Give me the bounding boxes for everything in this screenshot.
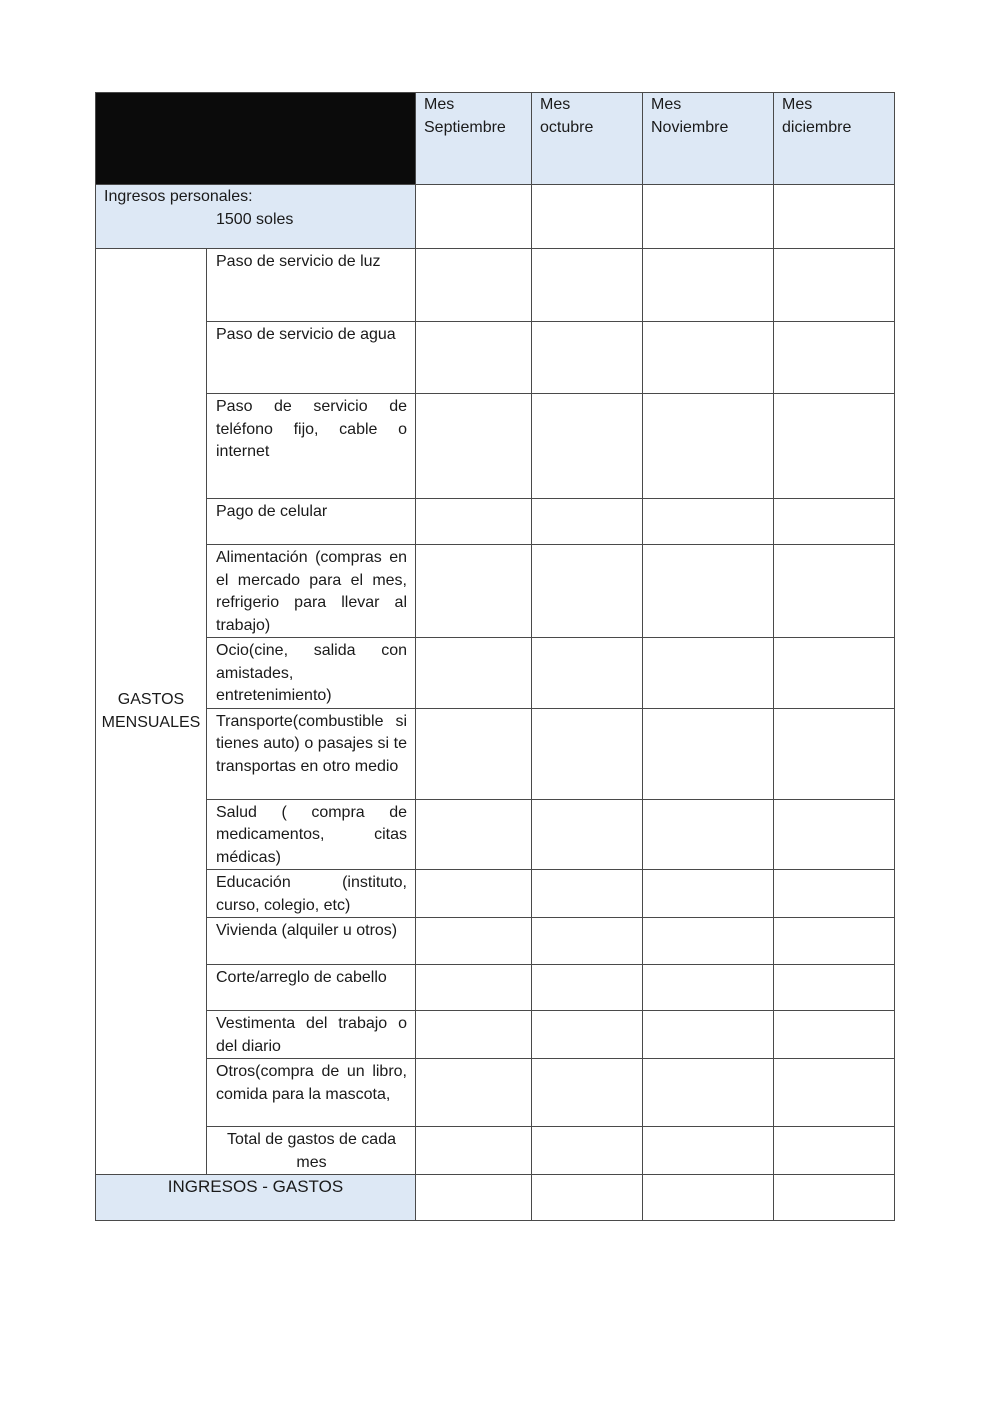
- input-cell[interactable]: [532, 1127, 643, 1175]
- month-name: octubre: [540, 118, 594, 136]
- input-cell[interactable]: [643, 1175, 774, 1221]
- input-cell[interactable]: [774, 545, 895, 638]
- expense-category-label: GASTOS MENSUALES: [101, 691, 201, 731]
- expense-item: Vestimenta del trabajo o del diario: [207, 1011, 416, 1059]
- input-cell[interactable]: [774, 870, 895, 918]
- input-cell[interactable]: [532, 185, 643, 249]
- input-cell[interactable]: [643, 1127, 774, 1175]
- expense-item: Paso de servicio de luz: [207, 249, 416, 322]
- input-cell[interactable]: [532, 545, 643, 638]
- input-cell[interactable]: [774, 1011, 895, 1059]
- expense-row: [96, 545, 895, 638]
- month-header-1: [416, 93, 532, 185]
- input-cell[interactable]: [416, 1011, 532, 1059]
- budget-table: [95, 92, 895, 1221]
- input-cell[interactable]: [416, 799, 532, 870]
- income-row: [96, 185, 895, 249]
- expense-item: Ocio(cine, salida con amistades, entretenimiento): [207, 638, 416, 709]
- input-cell[interactable]: [532, 918, 643, 965]
- month-name: Noviembre: [651, 118, 729, 136]
- balance-label: INGRESOS - GASTOS: [96, 1175, 416, 1221]
- expense-row: [96, 708, 895, 799]
- input-cell[interactable]: [643, 545, 774, 638]
- expense-row: [96, 1011, 895, 1059]
- input-cell[interactable]: [416, 185, 532, 249]
- expense-row: [96, 799, 895, 870]
- expense-item: Alimentación (compras en el mercado para el mes, refrigerio para llevar al trabajo): [207, 545, 416, 638]
- input-cell[interactable]: [774, 918, 895, 965]
- input-cell[interactable]: [532, 1059, 643, 1127]
- input-cell[interactable]: [532, 870, 643, 918]
- expense-total-row: [96, 1127, 895, 1175]
- month-header-4: [774, 93, 895, 185]
- input-cell[interactable]: [532, 638, 643, 709]
- input-cell[interactable]: [774, 799, 895, 870]
- input-cell[interactable]: [643, 322, 774, 394]
- input-cell[interactable]: [643, 708, 774, 799]
- input-cell[interactable]: [643, 499, 774, 545]
- expense-row: [96, 249, 895, 322]
- input-cell[interactable]: [532, 708, 643, 799]
- input-cell[interactable]: [643, 1059, 774, 1127]
- input-cell[interactable]: [416, 545, 532, 638]
- input-cell[interactable]: [416, 708, 532, 799]
- input-cell[interactable]: [416, 249, 532, 322]
- header-black-cell: [96, 93, 416, 185]
- month-name: diciembre: [782, 118, 852, 136]
- income-amount: 1500 soles: [216, 210, 294, 228]
- month-prefix: Mes: [782, 96, 813, 113]
- income-label: Ingresos personales:: [104, 188, 253, 205]
- input-cell[interactable]: [532, 1175, 643, 1221]
- expense-row: [96, 322, 895, 394]
- month-name: Septiembre: [424, 118, 506, 136]
- input-cell[interactable]: [416, 322, 532, 394]
- expense-item: Paso de servicio de agua: [207, 322, 416, 394]
- input-cell[interactable]: [774, 394, 895, 499]
- expense-item: Pago de celular: [207, 499, 416, 545]
- income-label-cell: [96, 185, 416, 249]
- expense-item: Paso de servicio de teléfono fijo, cable o internet: [207, 394, 416, 499]
- expense-item: Vivienda (alquiler u otros): [207, 918, 416, 965]
- expense-row: [96, 499, 895, 545]
- balance-row: [96, 1175, 895, 1221]
- expense-item: Otros(compra de un libro, comida para la mascota,: [207, 1059, 416, 1127]
- month-header-3: [643, 93, 774, 185]
- input-cell[interactable]: [416, 1175, 532, 1221]
- input-cell[interactable]: [416, 965, 532, 1011]
- input-cell[interactable]: [774, 1175, 895, 1221]
- input-cell[interactable]: [416, 394, 532, 499]
- expense-category-cell: [96, 249, 207, 1175]
- input-cell[interactable]: [774, 708, 895, 799]
- input-cell[interactable]: [774, 499, 895, 545]
- input-cell[interactable]: [532, 965, 643, 1011]
- input-cell[interactable]: [532, 799, 643, 870]
- input-cell[interactable]: [774, 322, 895, 394]
- input-cell[interactable]: [416, 918, 532, 965]
- expense-row: [96, 870, 895, 918]
- expense-item: Corte/arreglo de cabello: [207, 965, 416, 1011]
- input-cell[interactable]: [416, 638, 532, 709]
- input-cell[interactable]: [774, 1127, 895, 1175]
- input-cell[interactable]: [532, 499, 643, 545]
- header-row: [96, 93, 895, 185]
- input-cell[interactable]: [643, 799, 774, 870]
- input-cell[interactable]: [774, 1059, 895, 1127]
- input-cell[interactable]: [532, 1011, 643, 1059]
- input-cell[interactable]: [643, 638, 774, 709]
- expense-row: [96, 918, 895, 965]
- expense-row: [96, 1059, 895, 1127]
- expense-row: [96, 394, 895, 499]
- expense-item: Educación (instituto, curso, colegio, etc): [207, 870, 416, 918]
- input-cell[interactable]: [643, 918, 774, 965]
- input-cell[interactable]: [643, 249, 774, 322]
- input-cell[interactable]: [416, 870, 532, 918]
- input-cell[interactable]: [643, 1011, 774, 1059]
- expense-item: Salud ( compra de medicamentos, citas médicas): [207, 799, 416, 870]
- input-cell[interactable]: [774, 965, 895, 1011]
- expense-total-label: Total de gastos de cada mes: [207, 1127, 416, 1175]
- expense-item: Transporte(combustible si tienes auto) o pasajes si te transportas en otro medio: [207, 708, 416, 799]
- month-prefix: Mes: [651, 96, 682, 113]
- input-cell[interactable]: [643, 965, 774, 1011]
- month-header-2: [532, 93, 643, 185]
- input-cell[interactable]: [416, 1059, 532, 1127]
- expense-row: [96, 965, 895, 1011]
- input-cell[interactable]: [774, 185, 895, 249]
- input-cell[interactable]: [643, 870, 774, 918]
- input-cell[interactable]: [532, 322, 643, 394]
- month-prefix: Mes: [424, 96, 455, 113]
- input-cell[interactable]: [416, 499, 532, 545]
- input-cell[interactable]: [774, 249, 895, 322]
- month-prefix: Mes: [540, 96, 571, 113]
- input-cell[interactable]: [643, 185, 774, 249]
- input-cell[interactable]: [643, 394, 774, 499]
- input-cell[interactable]: [532, 394, 643, 499]
- input-cell[interactable]: [416, 1127, 532, 1175]
- input-cell[interactable]: [532, 249, 643, 322]
- input-cell[interactable]: [774, 638, 895, 709]
- expense-row: [96, 638, 895, 709]
